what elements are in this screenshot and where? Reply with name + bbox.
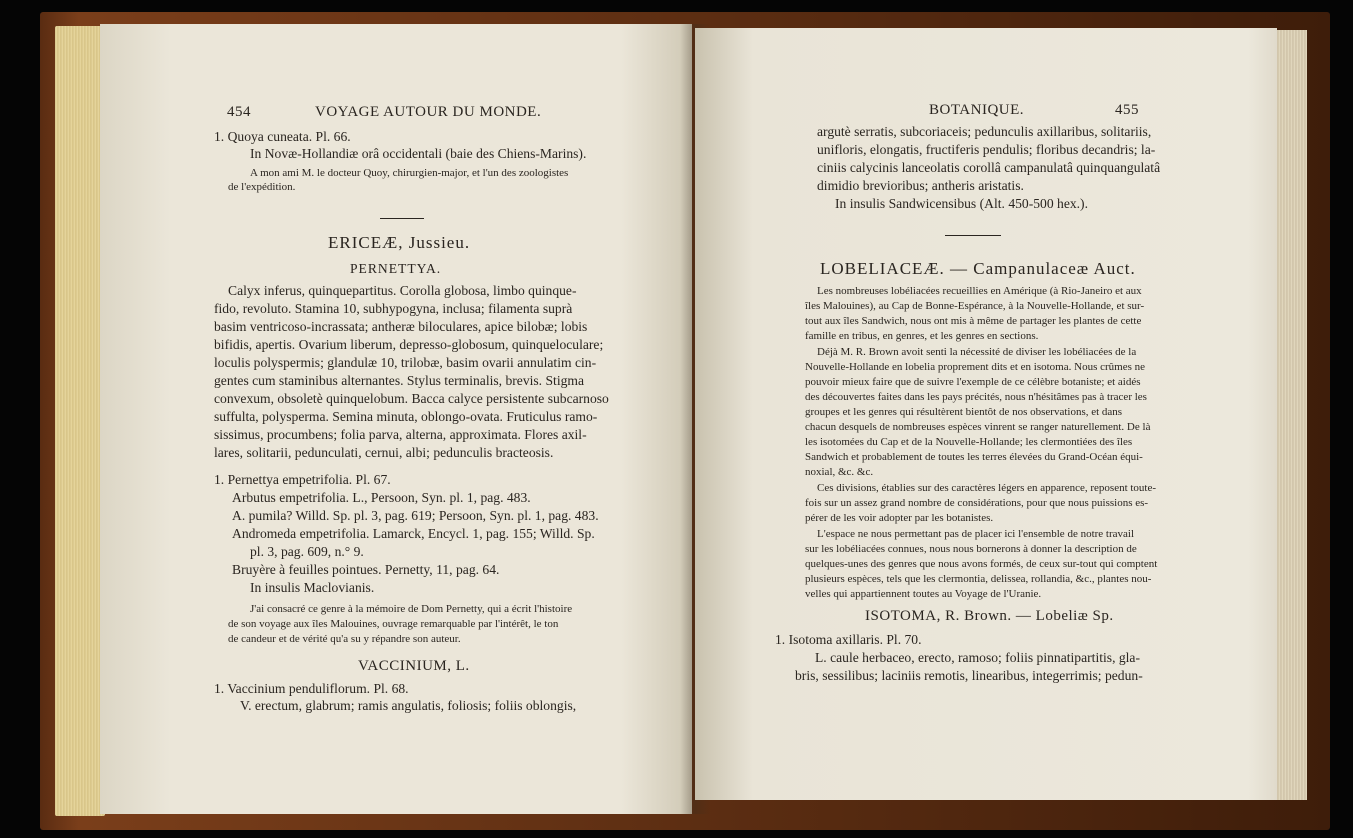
- body-line: plusieurs espèces, tels que les clermontia, delissea, rollandia, &c., plantes nou-: [805, 573, 1152, 585]
- page-edges-right: [1275, 30, 1307, 800]
- genus-description-line: lares, solitarii, pedunculati, cernui, albi; pedunculis bracteosis.: [214, 445, 554, 460]
- body-line: pérer de les voir adopter par les botanistes.: [805, 512, 994, 524]
- species-entry-isotoma: 1. Isotoma axillaris. Pl. 70.: [775, 632, 922, 647]
- genus-description-line: Calyx inferus, quinquepartitus. Corolla globosa, limbo quinque-: [228, 283, 577, 298]
- quoya-note-line: de l'expédition.: [228, 181, 296, 193]
- continuation-line: unifloris, elongatis, fructiferis pendulis; floribus decandris; la-: [817, 142, 1156, 157]
- habitat-sandwich: In insulis Sandwicensibus (Alt. 450-500 hex.).: [835, 196, 1088, 211]
- genus-title-pernettya: PERNETTYA.: [350, 261, 442, 276]
- family-title-lobeliaceae: LOBELIACEÆ. — Campanulaceæ Auct.: [820, 259, 1136, 278]
- body-line: Déjà M. R. Brown avoit senti la nécessité de diviser les lobéliacées de la: [817, 346, 1137, 358]
- right-page: [695, 28, 1277, 800]
- genus-description-line: bifidis, apertis. Ovarium liberum, depresso-globosum, quinqueloculare;: [214, 337, 604, 352]
- quoya-habitat: In Novæ-Hollandiæ orâ occidentali (baie des Chiens-Marins).: [250, 146, 587, 161]
- synonym-line: Arbutus empetrifolia. L., Persoon, Syn. pl. 1, pag. 483.: [232, 490, 531, 505]
- genus-description-line: fido, revoluto. Stamina 10, subhypogyna, inclusa; filamenta suprà: [214, 301, 573, 316]
- continuation-line: ciniis calycinis lanceolatis corollâ campanulatâ quinquangulatâ: [817, 160, 1161, 175]
- genus-description-line: suffulta, polysperma. Semina minuta, oblongo-ovata. Fruticulus ramo-: [214, 409, 598, 424]
- body-line: famille en tribus, en genres, et les genres en sections.: [805, 330, 1039, 342]
- continuation-line: argutè serratis, subcoriaceis; pedunculis axillaribus, solitariis,: [817, 124, 1152, 139]
- synonym-line: pl. 3, pag. 609, n.° 9.: [250, 544, 364, 559]
- genus-description-line: convexum, obsoletè quinquelobum. Bacca calyce persistente subcarnoso: [214, 391, 609, 406]
- body-line: quelques-unes des genres que nous avons formés, de ceux sur-tout qui comptent: [805, 558, 1158, 570]
- genus-description-line: sissimus, procumbens; folia parva, alterna, approximata. Flores axil-: [214, 427, 587, 442]
- body-line: îles Malouines), au Cap de Bonne-Espérance, à la Nouvelle-Hollande, et sur-: [805, 300, 1145, 312]
- body-line: fois sur un assez grand nombre de considérations, pour que nous puissions es-: [805, 497, 1149, 509]
- page-edges-left: [55, 26, 105, 816]
- isotoma-description-line: L. caule herbaceo, erecto, ramoso; foliis pinnatipartitis, gla-: [815, 650, 1140, 665]
- species-entry-vaccinium: 1. Vaccinium penduliflorum. Pl. 68.: [214, 681, 409, 696]
- species-entry-pernettya: 1. Pernettya empetrifolia. Pl. 67.: [214, 472, 391, 487]
- page-number-left: 454: [227, 104, 251, 120]
- genus-description-line: loculis polyspermis; glandulæ 10, trilobæ, basim ovarii annulatim cin-: [214, 355, 597, 370]
- quoya-note-line: A mon ami M. le docteur Quoy, chirurgien-major, et l'un des zoologistes: [250, 167, 569, 179]
- pernetty-note-line: J'ai consacré ce genre à la mémoire de Dom Pernetty, qui a écrit l'histoire: [250, 603, 573, 615]
- divider: [945, 235, 1001, 236]
- running-head-right: BOTANIQUE.: [929, 102, 1025, 118]
- synonym-line: Bruyère à feuilles pointues. Pernetty, 11, pag. 64.: [232, 562, 500, 577]
- body-line: Les nombreuses lobéliacées recueillies en Amérique (à Rio-Janeiro et aux: [817, 285, 1142, 297]
- body-line: groupes et les genres qui résultèrent bientôt de nos observations, et dans: [805, 406, 1123, 418]
- quoya-entry: 1. Quoya cuneata. Pl. 66.: [214, 129, 351, 144]
- body-line: noxial, &c. &c.: [805, 466, 874, 478]
- vaccinium-description: V. erectum, glabrum; ramis angulatis, foliosis; foliis oblongis,: [240, 698, 577, 713]
- body-line: des découvertes faites dans les pays précités, nous n'hésitâmes pas à tracer les: [805, 391, 1147, 403]
- genus-description-line: basim ventricoso-incrassata; antheræ biloculares, apice bilobæ; lobis: [214, 319, 588, 334]
- body-line: Sandwich et probablement de toutes les terres élevées du Grand-Océan équi-: [805, 451, 1143, 463]
- synonym-line: In insulis Maclovianis.: [250, 580, 375, 595]
- pernetty-note-line: de candeur et de vérité qu'a su y répandre son auteur.: [228, 633, 461, 645]
- genus-title-isotoma: ISOTOMA, R. Brown. — Lobeliæ Sp.: [865, 608, 1114, 624]
- continuation-line: dimidio brevioribus; antheris aristatis.: [817, 178, 1024, 193]
- pernetty-note-line: de son voyage aux îles Malouines, ouvrage remarquable par l'intérêt, le ton: [228, 618, 559, 630]
- genus-description-line: gentes cum staminibus alternantes. Stylus terminalis, brevis. Stigma: [214, 373, 584, 388]
- synonym-line: Andromeda empetrifolia. Lamarck, Encycl. 1, pag. 155; Willd. Sp.: [232, 526, 595, 541]
- body-line: velles qui appartiennent toutes au Voyage de l'Uranie.: [805, 588, 1042, 600]
- running-head-left: VOYAGE AUTOUR DU MONDE.: [315, 104, 542, 120]
- genus-title-vaccinium: VACCINIUM, L.: [358, 658, 470, 674]
- body-line: les isotomées du Cap et de la Nouvelle-Hollande; les clermontiées des îles: [805, 436, 1133, 448]
- body-line: L'espace ne nous permettant pas de placer ici l'ensemble de notre travail: [817, 528, 1135, 540]
- family-title-ericeae: ERICEÆ, Jussieu.: [328, 233, 471, 252]
- isotoma-description-line: bris, sessilibus; laciniis remotis, linearibus, integerrimis; pedun-: [795, 668, 1143, 683]
- body-line: chacun desquels de nombreuses espèces vinrent se ranger naturellement. De là: [805, 421, 1151, 433]
- body-line: sur les lobéliacées connues, nous nous bornerons à donner la description de: [805, 543, 1137, 555]
- body-line: Nouvelle-Hollande en lobelia proprement dits et en isotoma. Nous crûmes ne: [805, 361, 1145, 373]
- body-line: pouvoir mieux faire que de suivre l'exemple de ce célèbre botaniste; et aidés: [805, 376, 1141, 388]
- synonym-line: A. pumila? Willd. Sp. pl. 3, pag. 619; Persoon, Syn. pl. 1, pag. 483.: [232, 508, 599, 523]
- page-number-right: 455: [1115, 102, 1139, 118]
- body-line: tout aux îles Sandwich, nous ont mis à même de partager les plantes de cette: [805, 315, 1142, 327]
- left-page: [100, 24, 692, 814]
- body-line: Ces divisions, établies sur des caractères légers en apparence, reposent toute-: [817, 482, 1157, 494]
- divider: [380, 218, 424, 219]
